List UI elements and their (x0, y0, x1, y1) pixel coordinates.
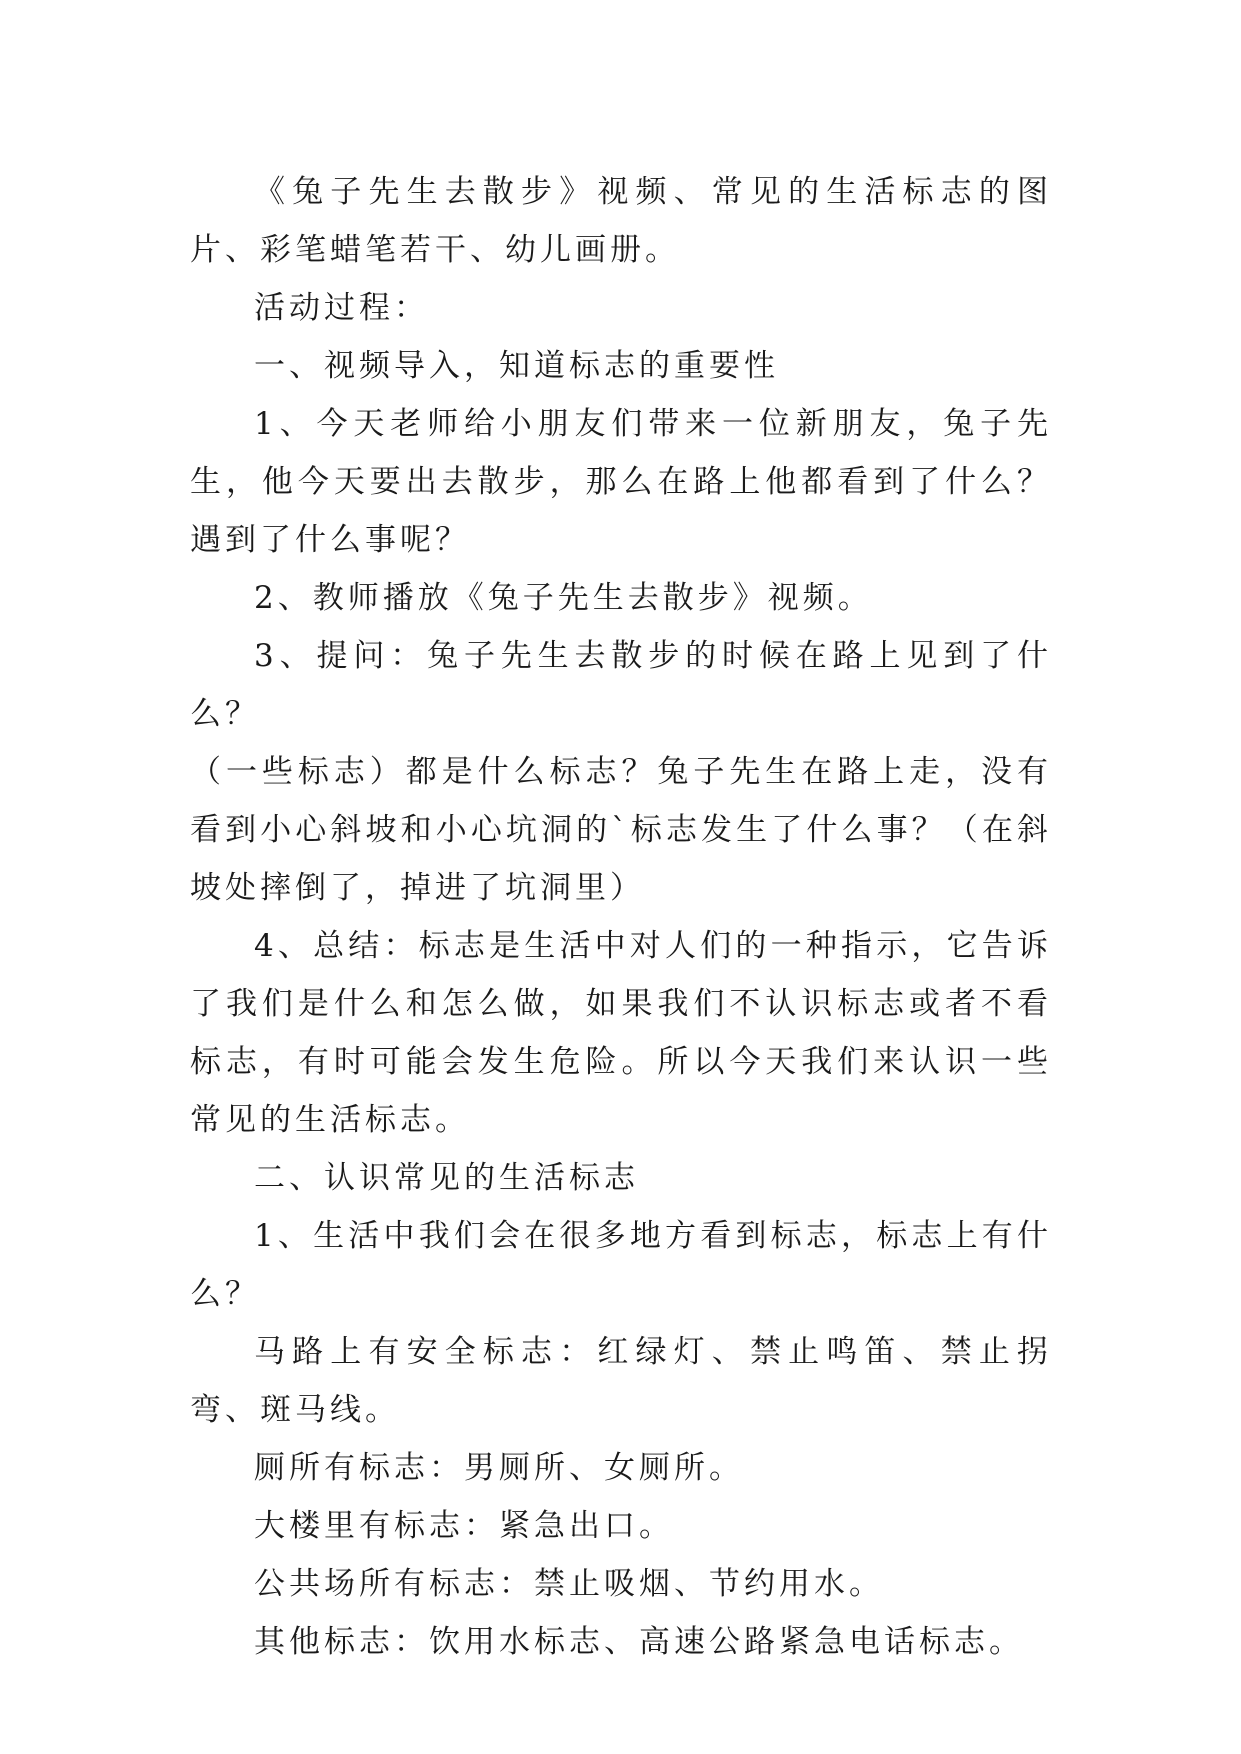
section-heading-common-signs: 二、认识常见的生活标志 (254, 1160, 639, 1196)
paragraph-process-heading: 活动过程： (254, 290, 429, 326)
paragraph-step-3: 3、提问：兔子先生去散步的时候在路上见到了什么？ (190, 638, 1052, 732)
paragraph-other-signs: 其他标志：饮用水标志、高速公路紧急电话标志。 (254, 1624, 1024, 1660)
paragraph-materials: 《兔子先生去散步》视频、常见的生活标志的图片、彩笔蜡笔若干、幼儿画册。 (190, 174, 1052, 268)
paragraph-step-1: 1、今天老师给小朋友们带来一位新朋友，兔子先生，他今天要出去散步，那么在路上他都看到了什么？遇到了什么事呢？ (190, 406, 1052, 558)
paragraph-road-signs: 马路上有安全标志：红绿灯、禁止鸣笛、禁止拐弯、斑马线。 (190, 1334, 1052, 1428)
section-heading-video-intro: 一、视频导入，知道标志的重要性 (254, 348, 779, 384)
paragraph-public-signs: 公共场所有标志：禁止吸烟、节约用水。 (254, 1566, 884, 1602)
paragraph-signs-question: 1、生活中我们会在很多地方看到标志，标志上有什么？ (190, 1218, 1052, 1312)
paragraph-step-2: 2、教师播放《兔子先生去散步》视频。 (254, 580, 873, 616)
paragraph-step-4: 4、总结：标志是生活中对人们的一种指示，它告诉了我们是什么和怎么做，如果我们不认识标志或者不看标志，有时可能会发生危险。所以今天我们来认识一些常见的生活标志。 (190, 928, 1052, 1138)
paragraph-toilet-signs: 厕所有标志：男厕所、女厕所。 (254, 1450, 744, 1486)
paragraph-step-3-continued: （一些标志）都是什么标志？兔子先生在路上走，没有看到小心斜坡和小心坑洞的`标志发生了什么事？（在斜坡处摔倒了，掉进了坑洞里） (190, 754, 1052, 906)
document-body (190, 163, 1052, 1671)
paragraph-building-signs: 大楼里有标志：紧急出口。 (254, 1508, 674, 1544)
